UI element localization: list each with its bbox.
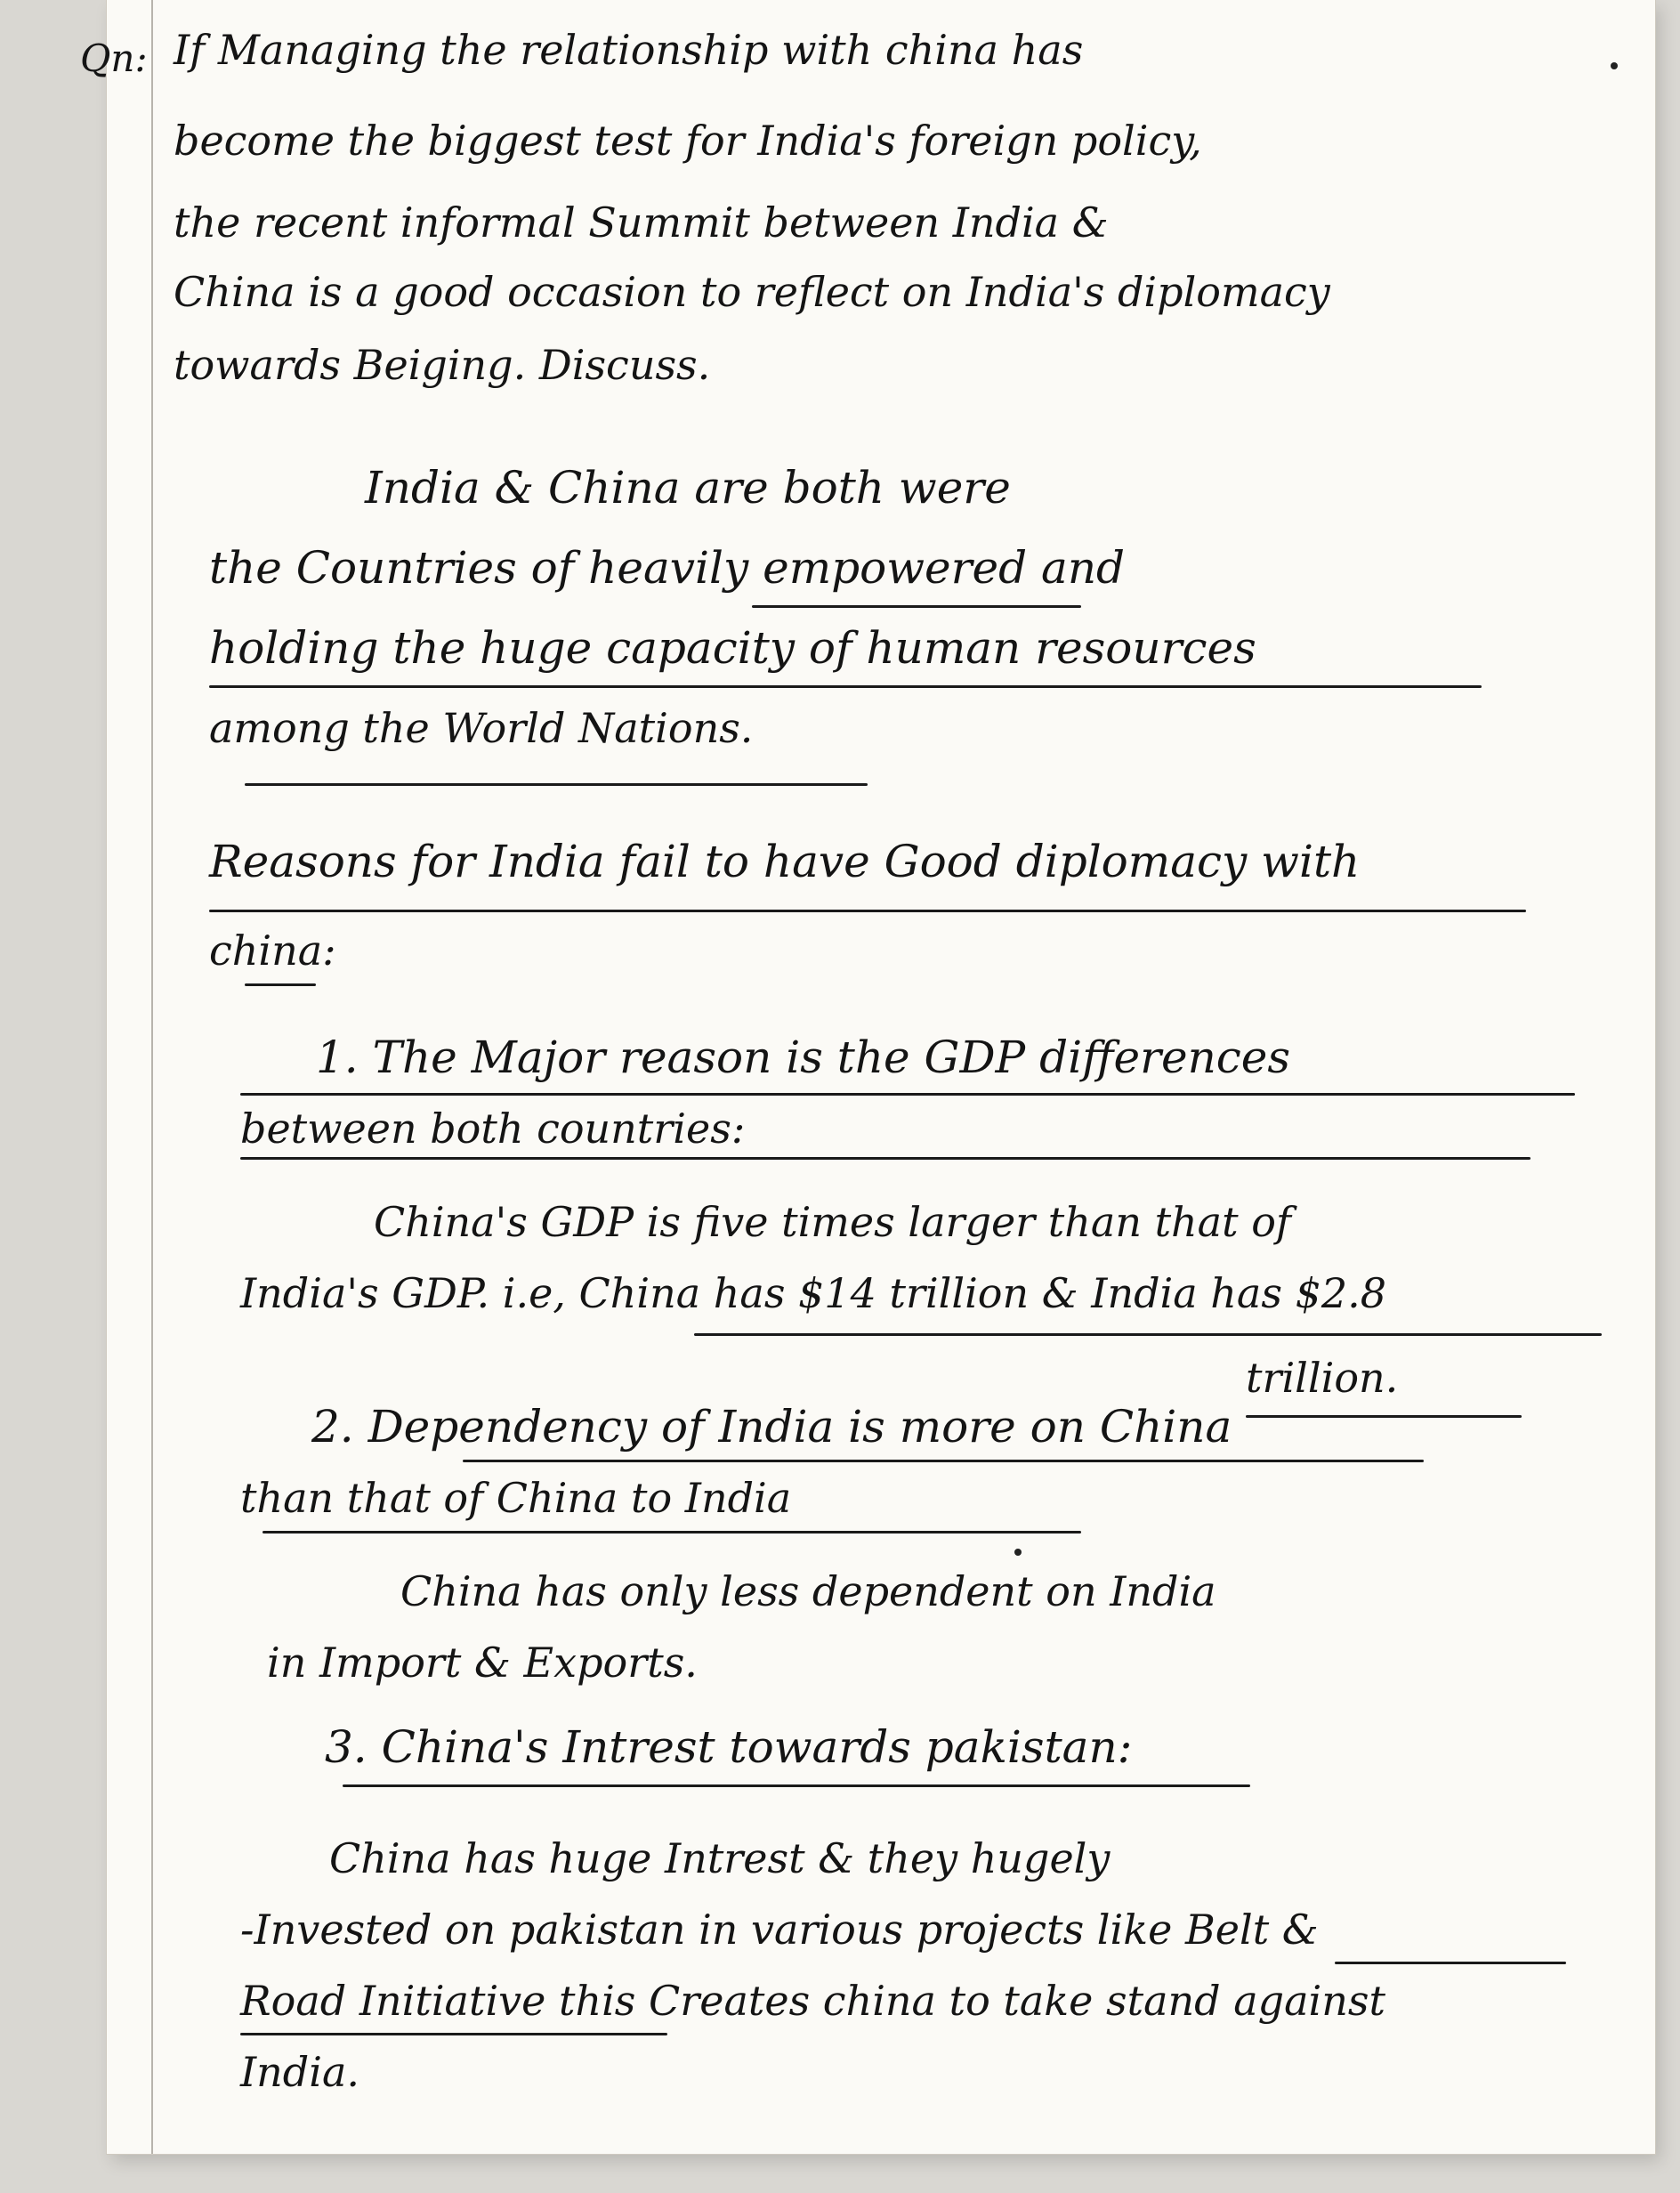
point-3-body-line-3: Road Initiative this Creates china to take stand against xyxy=(240,1977,1385,2025)
question-line-3: the recent informal Summit between India & xyxy=(174,198,1109,247)
point-1-body-line-3: trillion. xyxy=(1246,1354,1399,1402)
intro-line-1: India & China are both were xyxy=(365,462,1011,514)
underline xyxy=(209,685,1482,688)
point-2-title-line-1: 2. Dependency of India is more on China xyxy=(311,1401,1232,1453)
underline xyxy=(1335,1962,1566,1964)
intro-line-2: the Countries of heavily empowered and xyxy=(209,542,1126,594)
reasons-heading-line-1: Reasons for India fail to have Good diplomacy with xyxy=(209,836,1361,887)
point-3-body-line-2: -Invested on pakistan in various projects like Belt & xyxy=(240,1906,1319,1954)
underline xyxy=(240,1157,1531,1160)
point-2-body-line-1: China has only less dependent on India xyxy=(400,1567,1216,1615)
question-line-2: become the biggest test for India's foreign policy, xyxy=(174,117,1202,165)
point-1-title-line-1: 1. The Major reason is the GDP differences xyxy=(316,1032,1291,1083)
point-3-body-line-1: China has huge Intrest & they hugely xyxy=(329,1834,1111,1882)
point-1-body-line-1: China's GDP is five times larger than that of xyxy=(374,1198,1291,1246)
underline xyxy=(1246,1415,1522,1418)
underline xyxy=(463,1460,1424,1462)
underline xyxy=(245,783,868,786)
question-line-4: China is a good occasion to reflect on India's diplomacy xyxy=(174,268,1330,316)
point-1-body-line-2: India's GDP. i.e, China has $14 trillion & India has $2.8 xyxy=(240,1269,1386,1317)
intro-line-4: among the World Nations. xyxy=(209,704,754,752)
underline xyxy=(262,1531,1081,1533)
notebook-page xyxy=(80,0,1655,2154)
underline xyxy=(209,910,1526,912)
point-1-title-line-2: between both countries: xyxy=(240,1105,746,1153)
intro-line-3: holding the huge capacity of human resources xyxy=(209,622,1256,674)
reasons-heading-line-2: china: xyxy=(209,927,336,975)
point-3-body-line-4: India. xyxy=(240,2048,360,2096)
ink-dot xyxy=(1611,62,1618,69)
margin-line xyxy=(151,0,153,2154)
underline xyxy=(245,983,316,986)
point-3-title-line-1: 3. China's Intrest towards pakistan: xyxy=(325,1721,1133,1773)
question-label: Qn: xyxy=(80,36,148,80)
underline xyxy=(240,1093,1575,1096)
point-2-title-line-2: than that of China to India xyxy=(240,1474,792,1522)
underline xyxy=(694,1333,1602,1336)
underline xyxy=(752,605,1081,608)
question-line-1: If Managing the relationship with china has xyxy=(174,26,1084,74)
point-2-body-line-2: in Import & Exports. xyxy=(267,1639,698,1687)
question-line-5: towards Beiging. Discuss. xyxy=(174,341,711,389)
ink-dot xyxy=(1014,1549,1022,1556)
underline xyxy=(343,1784,1250,1787)
underline xyxy=(240,2033,667,2035)
